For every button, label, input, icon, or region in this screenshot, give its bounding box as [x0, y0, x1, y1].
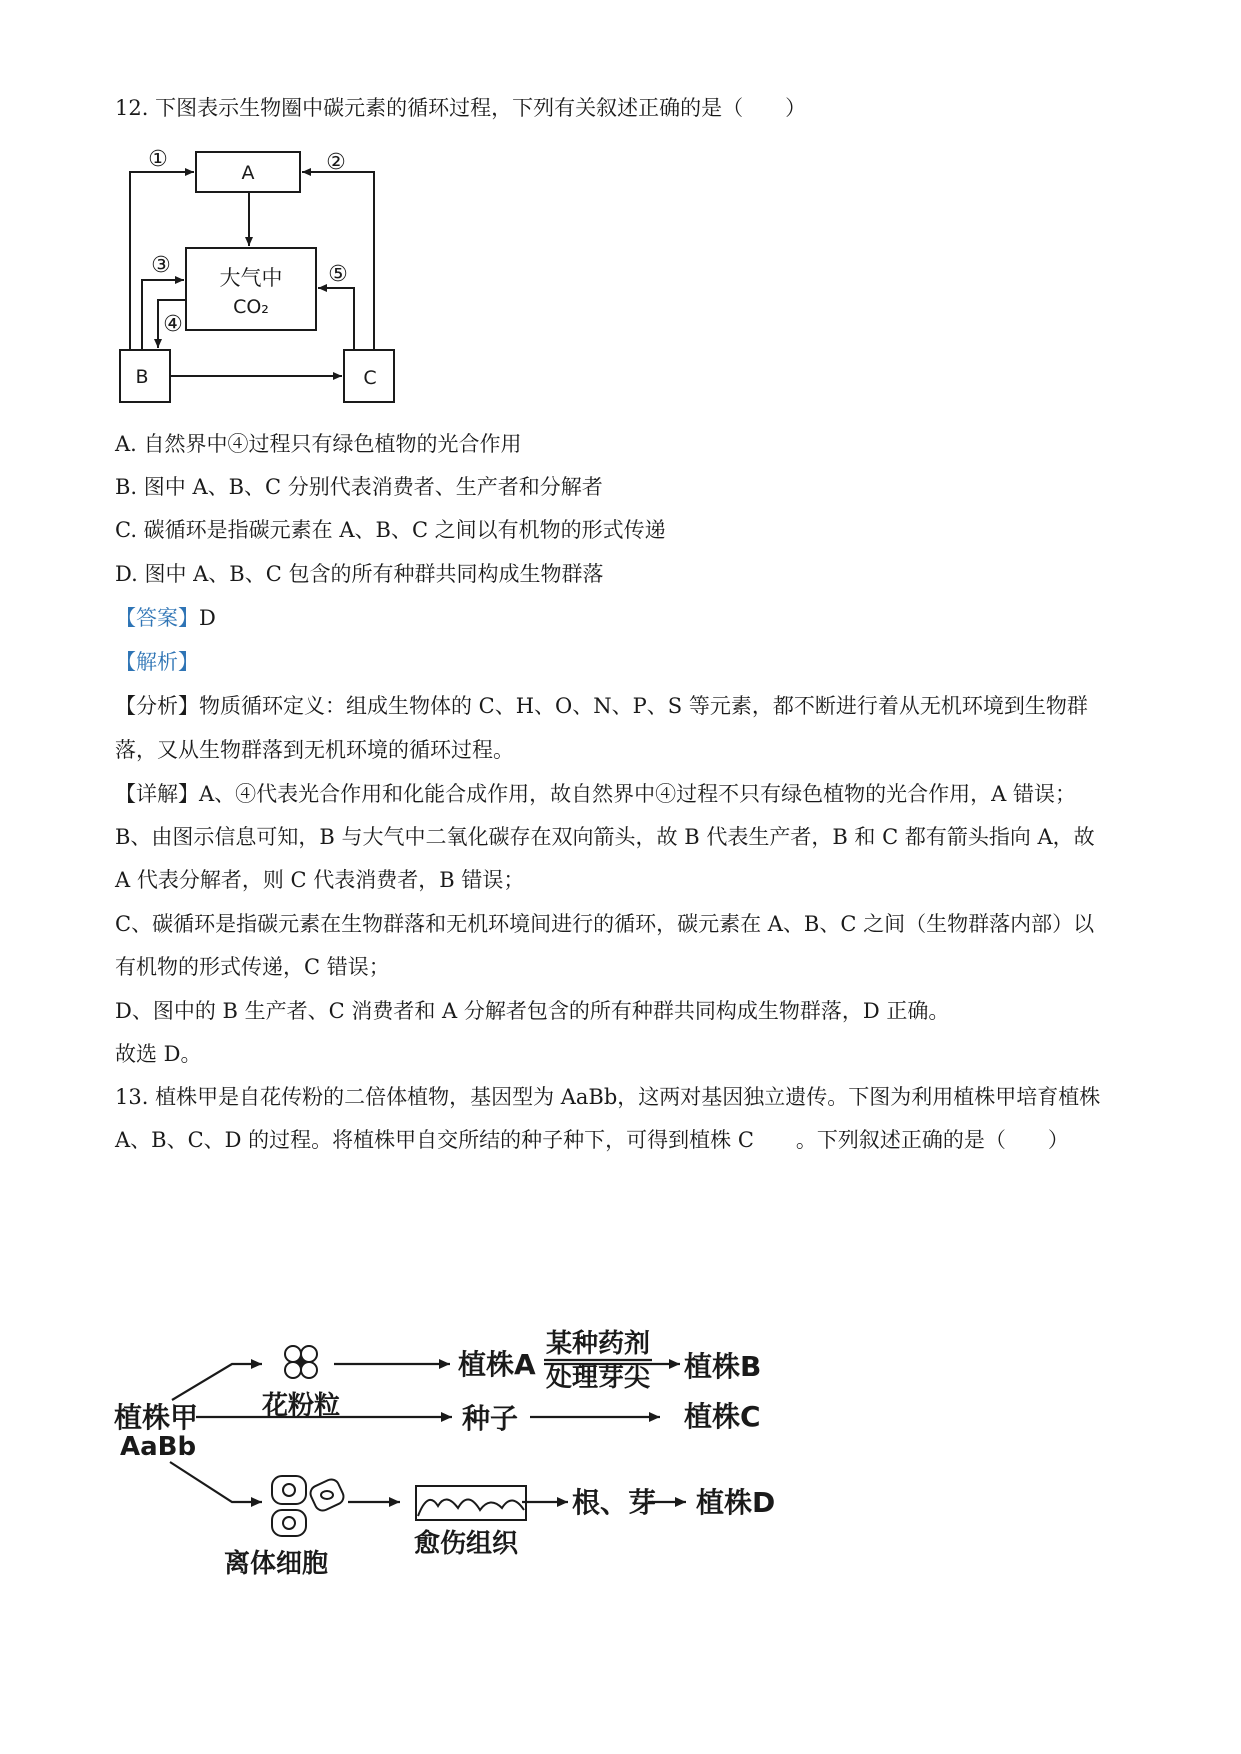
num-1: ① — [148, 148, 168, 172]
root-bud: 根、芽 — [572, 1486, 657, 1519]
xiangjie-line-4: C、碳循环是指碳元素在生物群落和无机环境间进行的循环，碳元素在 A、B、C 之间（生物群落内部）以 — [115, 912, 1095, 936]
xiangjie-line-3: A 代表分解者，则 C 代表消费者，B 错误； — [115, 868, 525, 892]
carbon-cycle-diagram — [118, 148, 418, 410]
treatment-1: 某种药剂 — [546, 1329, 651, 1359]
num-3: ③ — [151, 253, 171, 278]
num-5: ⑤ — [328, 262, 348, 287]
q13-stem-1: 13. 植株甲是自花传粉的二倍体植物，基因型为 AaBb，这两对基因独立遗传。下图为利用植株甲培育植株 — [115, 1085, 1101, 1109]
answer-label: 【答案】 — [115, 606, 199, 630]
pollen-label: 花粉粒 — [262, 1391, 341, 1421]
arrow-2 — [302, 172, 374, 350]
arrow-to-pollen — [172, 1364, 262, 1400]
q12-option-c: C. 碳循环是指碳元素在 A、B、C 之间以有机物的形式传递 — [115, 518, 666, 542]
treatment-2: 处理芽尖 — [546, 1363, 651, 1393]
plant-d: 植株D — [696, 1486, 776, 1519]
plant-a: 植株A — [458, 1348, 536, 1381]
arrow-5 — [318, 288, 354, 350]
fenxi-label: 【分析】 — [115, 694, 199, 718]
q12-option-a: A. 自然界中④过程只有绿色植物的光合作用 — [115, 432, 522, 456]
xiangjie-text-1: A、④代表光合作用和化能合成作用，故自然界中④过程不只有绿色植物的光合作用，A 错误； — [199, 782, 1077, 806]
label-atm-1: 大气中 — [219, 266, 283, 290]
cells-label: 离体细胞 — [224, 1549, 329, 1579]
plant-breeding-diagram — [112, 1320, 892, 1580]
q13-stem-2: A、B、C、D 的过程。将植株甲自交所结的种子种下，可得到植株 C 。下列叙述正确的是（ ） — [115, 1128, 1069, 1152]
callus-icon — [416, 1486, 526, 1520]
callus-label: 愈伤组织 — [414, 1529, 519, 1559]
xiangjie-line-1 — [115, 780, 1076, 808]
q12-stem: 12. 下图表示生物圈中碳元素的循环过程，下列有关叙述正确的是（ ） — [115, 96, 807, 120]
xiangjie-line-5: 有机物的形式传递，C 错误； — [115, 955, 390, 979]
plant-c: 植株C — [684, 1400, 761, 1433]
label-b: B — [135, 366, 149, 388]
num-2: ② — [326, 150, 346, 175]
source-name: 植株甲 — [114, 1401, 199, 1434]
pollen-icon — [285, 1346, 317, 1378]
num-4: ④ — [163, 312, 183, 337]
analysis-label: 【解析】 — [115, 650, 199, 674]
plant-b: 植株B — [684, 1350, 762, 1383]
fenxi-line-2: 落，又从生物群落到无机环境的循环过程。 — [115, 738, 514, 762]
arrow-to-cells — [170, 1462, 262, 1502]
fenxi-line-1 — [115, 692, 1088, 720]
q12-option-b: B. 图中 A、B、C 分别代表消费者、生产者和分解者 — [115, 475, 603, 499]
seed-label: 种子 — [462, 1402, 519, 1435]
source-genotype: AaBb — [120, 1432, 197, 1462]
q12-option-d: D. 图中 A、B、C 包含的所有种群共同构成生物群落 — [115, 562, 604, 586]
answer-value: D — [199, 606, 216, 630]
xiangjie-line-6: D、图中的 B 生产者、C 消费者和 A 分解者包含的所有种群共同构成生物群落，D 正确。 — [115, 999, 950, 1023]
fenxi-text-1: 物质循环定义：组成生物体的 C、H、O、N、P、S 等元素，都不断进行着从无机环境到生物群 — [199, 694, 1088, 718]
label-atm-2: CO₂ — [233, 296, 269, 318]
xiangjie-line-2: B、由图示信息可知，B 与大气中二氧化碳存在双向箭头，故 B 代表生产者，B 和 C 都有箭头指向 A，故 — [115, 825, 1095, 849]
conclusion: 故选 D。 — [115, 1042, 202, 1066]
q12-answer — [115, 604, 216, 632]
cells-icon — [272, 1476, 346, 1536]
label-c: C — [363, 367, 377, 389]
label-a: A — [241, 162, 255, 184]
xiangjie-label: 【详解】 — [115, 782, 199, 806]
